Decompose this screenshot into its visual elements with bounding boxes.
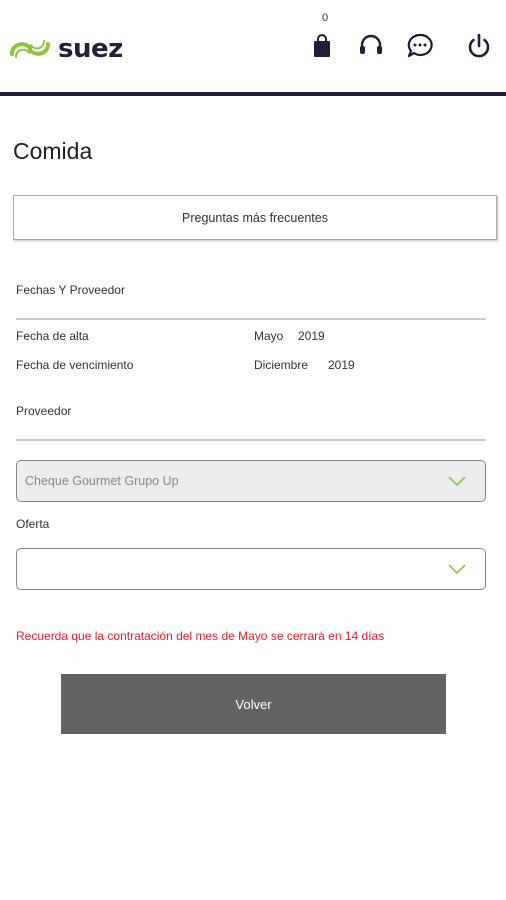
start-date-month: Mayo: [254, 329, 284, 343]
end-date-year: 2019: [328, 358, 355, 372]
end-date-label: Fecha de vencimiento: [16, 358, 134, 372]
back-button[interactable]: Volver: [61, 674, 446, 734]
start-date-label: Fecha de alta: [16, 329, 89, 343]
start-date-year: 2019: [298, 329, 325, 343]
shopping-bag-icon[interactable]: [308, 32, 336, 60]
chat-icon[interactable]: [406, 32, 434, 60]
section-divider: [16, 318, 486, 320]
section-divider: [16, 439, 486, 441]
end-date-month: Diciembre: [254, 358, 309, 372]
cart-count-badge: 0: [322, 12, 329, 24]
chevron-down-icon: [447, 563, 467, 575]
app-header: [0, 0, 506, 96]
provider-label: Proveedor: [16, 404, 72, 418]
suez-logo-mark-icon: [8, 36, 52, 62]
provider-select[interactable]: [16, 460, 486, 502]
offer-label: Oferta: [16, 517, 50, 531]
chevron-down-icon: [447, 475, 467, 487]
brand-name: suez: [58, 34, 123, 64]
dates-section-heading: Fechas Y Proveedor: [16, 283, 125, 297]
page-title: Comida: [13, 138, 93, 164]
closing-notice: Recuerda que la contratación del mes de Mayo se cerrará en 14 días: [16, 629, 385, 643]
faq-button[interactable]: Preguntas más frecuentes: [13, 195, 497, 240]
power-icon[interactable]: [465, 32, 493, 60]
offer-select[interactable]: [16, 548, 486, 590]
headset-icon[interactable]: [357, 32, 385, 60]
suez-logo[interactable]: [8, 34, 123, 64]
provider-select-value: Cheque Gourmet Grupo Up: [25, 474, 179, 488]
